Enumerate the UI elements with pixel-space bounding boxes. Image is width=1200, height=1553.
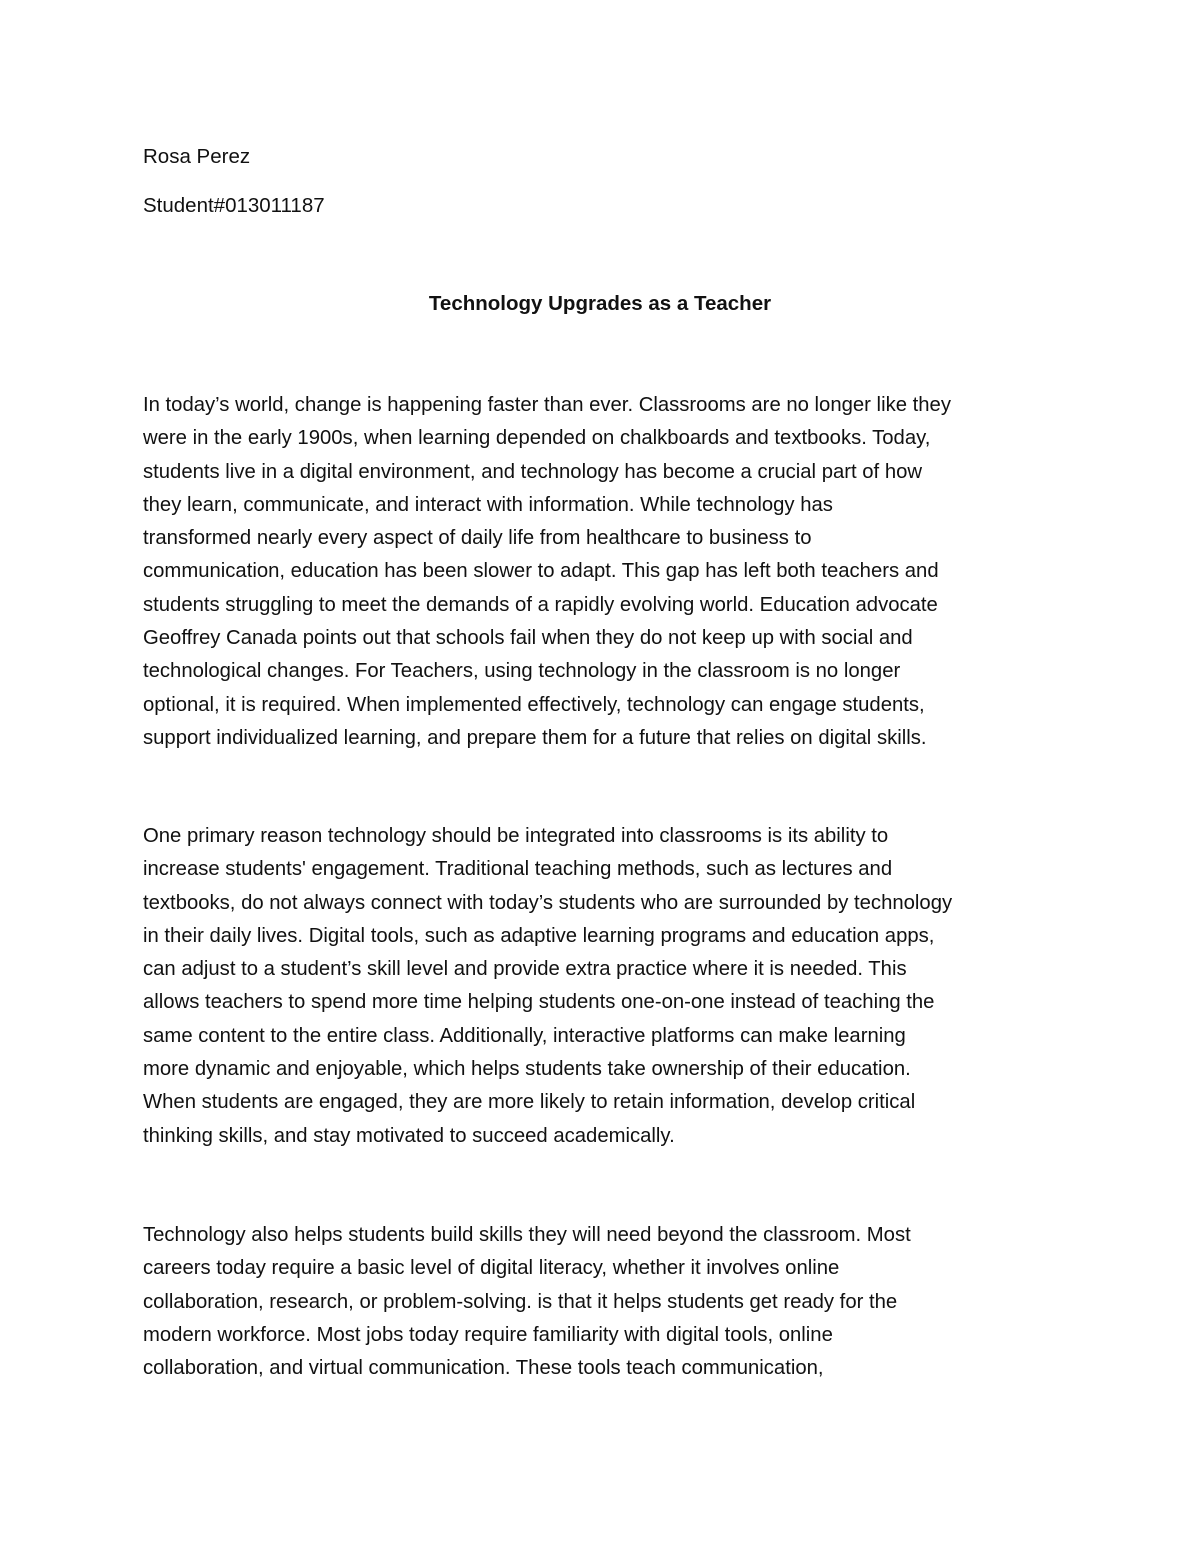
text-line: can adjust to a student’s skill level and provide extra practice where it is needed. This — [143, 958, 907, 981]
text-line: increase students' engagement. Traditional teaching methods, such as lectures and — [143, 858, 893, 881]
document-title: Technology Upgrades as a Teacher — [428, 292, 772, 315]
text-line: students struggling to meet the demands of a rapidly evolving world. Education advocate — [143, 593, 938, 616]
paragraph-1 — [143, 389, 1083, 755]
text-line: Technology also helps students build skills they will need beyond the classroom. Most — [143, 1224, 911, 1246]
text-line: careers today require a basic level of digital literacy, whether it involves online — [143, 1257, 840, 1280]
student-id: Student#013011187 — [143, 194, 325, 217]
paragraph-2 — [143, 820, 1083, 1153]
text-line: optional, it is required. When implemented effectively, technology can engage students, — [143, 693, 925, 716]
paragraph-3 — [143, 1219, 1083, 1385]
text-line: they learn, communicate, and interact with information. While technology has — [143, 493, 833, 516]
text-line: Geoffrey Canada points out that schools fail when they do not keep up with social and — [143, 627, 913, 650]
author-name: Rosa Perez — [143, 145, 251, 168]
text-line: When students are engaged, they are more likely to retain information, develop critical — [143, 1091, 916, 1114]
text-line: technological changes. For Teachers, using technology in the classroom is no longer — [143, 660, 901, 683]
text-line: communication, education has been slower to adapt. This gap has left both teachers and — [143, 560, 939, 583]
text-line: textbooks, do not always connect with today’s students who are surrounded by technology — [143, 891, 953, 914]
text-line: were in the early 1900s, when learning depended on chalkboards and textbooks. Today, — [143, 427, 931, 450]
text-line: In today’s world, change is happening faster than ever. Classrooms are no longer like they — [143, 394, 951, 416]
text-line: thinking skills, and stay motivated to succeed academically. — [143, 1124, 675, 1147]
text-line: same content to the entire class. Additionally, interactive platforms can make learning — [143, 1024, 906, 1047]
text-line: One primary reason technology should be integrated into classrooms is its ability to — [143, 825, 889, 847]
text-line: more dynamic and enjoyable, which helps students take ownership of their education. — [143, 1058, 911, 1081]
text-line: collaboration, research, or problem-solving. is that it helps students get ready for the — [143, 1290, 898, 1313]
text-line: students live in a digital environment, and technology has become a crucial part of how — [143, 460, 923, 483]
text-line: in their daily lives. Digital tools, such as adaptive learning programs and education apps, — [143, 924, 935, 947]
text-line: modern workforce. Most jobs today require familiarity with digital tools, online — [143, 1323, 833, 1346]
text-line: collaboration, and virtual communication. These tools teach communication, — [143, 1357, 824, 1380]
text-line: allows teachers to spend more time helping students one-on-one instead of teaching the — [143, 991, 935, 1014]
text-line: transformed nearly every aspect of daily life from healthcare to business to — [143, 527, 812, 550]
text-line: support individualized learning, and prepare them for a future that relies on digital skills. — [143, 726, 927, 749]
